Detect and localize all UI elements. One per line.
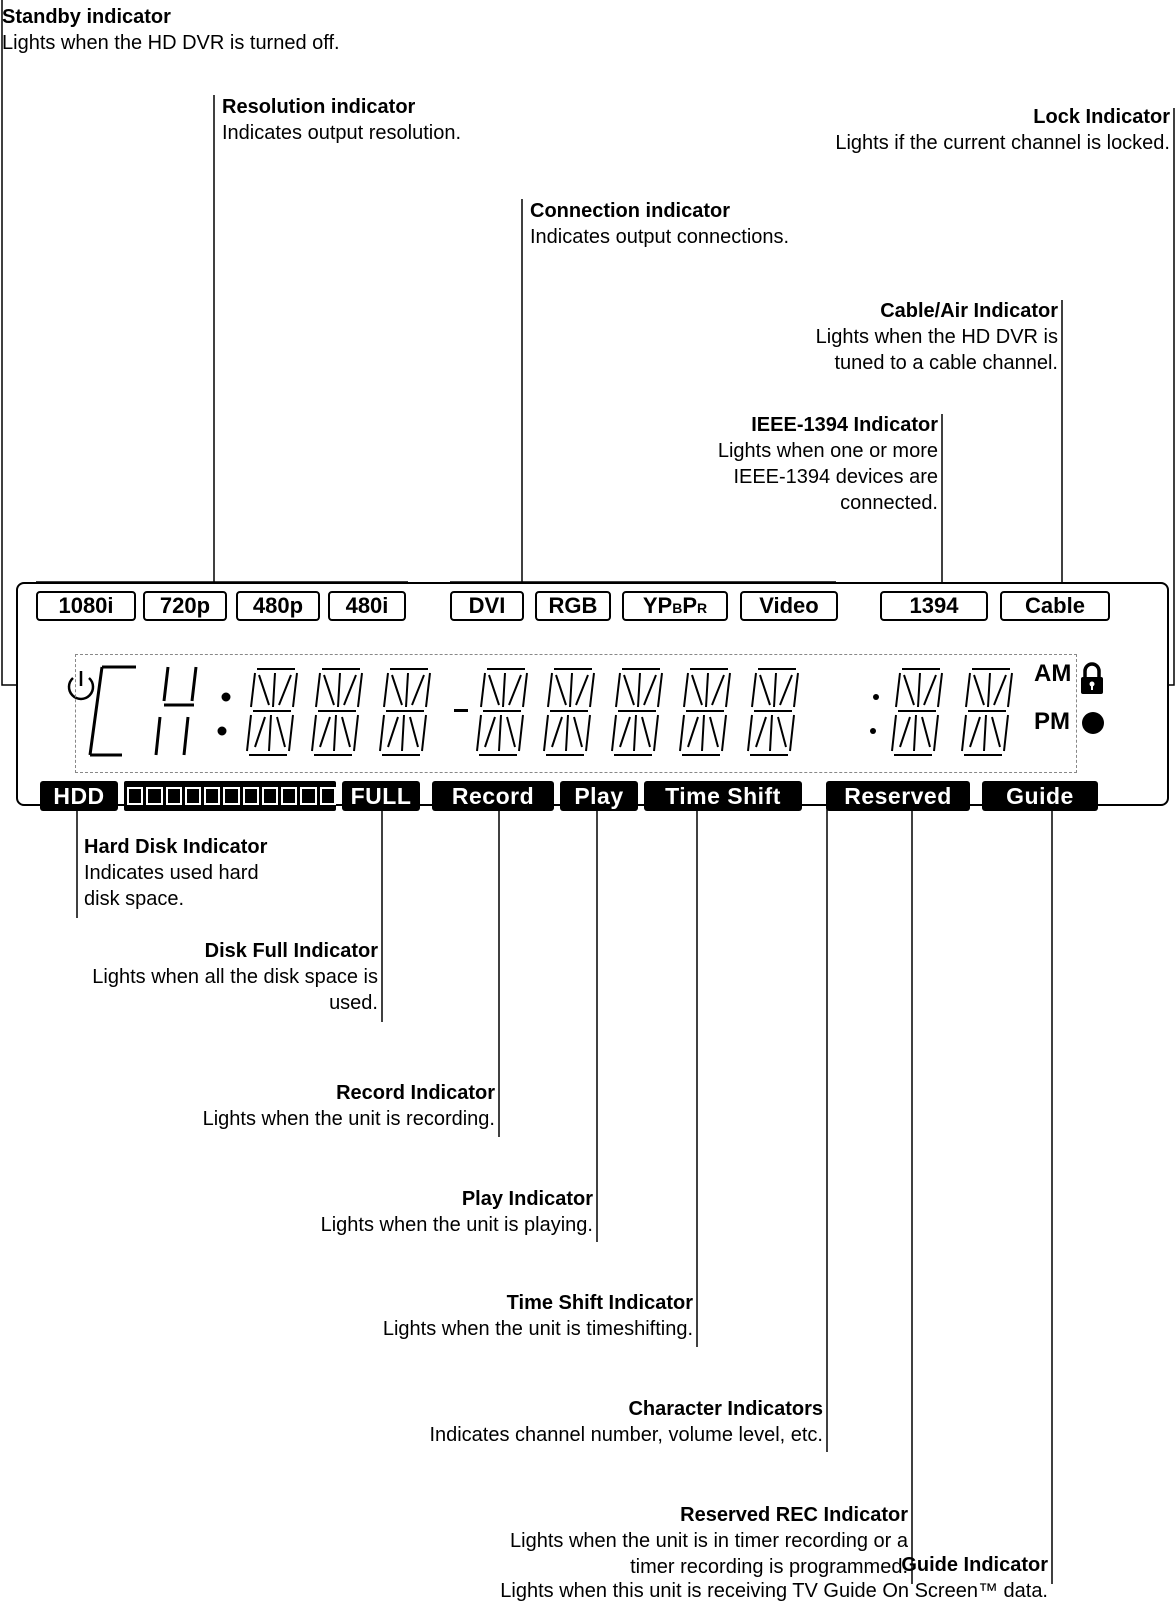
hdd-segment xyxy=(204,787,220,805)
full-indicator: FULL xyxy=(342,781,420,811)
res-480p-label: 480p xyxy=(236,591,320,621)
segment-digit xyxy=(612,669,662,755)
conn-ypbpr-label: YPBPR xyxy=(622,591,728,621)
segment-digits xyxy=(76,655,1076,772)
hdd-segment xyxy=(243,787,259,805)
ieee-callout xyxy=(718,412,938,516)
segment-digit xyxy=(680,669,730,755)
segment-digit xyxy=(892,669,942,755)
hdd-segment xyxy=(262,787,278,805)
hdd-segment xyxy=(320,787,336,805)
resolution-title: Resolution indicator xyxy=(222,96,416,118)
hdd-segment xyxy=(166,787,182,805)
hdd-desc-2: disk space. xyxy=(84,888,185,910)
hdd-usage-bar xyxy=(124,781,336,811)
reserved-title: Reserved REC Indicator xyxy=(680,1504,908,1526)
play-indicator: Play xyxy=(560,781,638,811)
connection-title: Connection indicator xyxy=(530,200,730,222)
guide-callout xyxy=(500,1552,1048,1604)
hdd-segment xyxy=(300,787,316,805)
timeshift-callout xyxy=(383,1290,693,1342)
guide-title: Guide Indicator xyxy=(901,1554,1048,1576)
lock-callout xyxy=(835,104,1170,156)
ieee-desc-2: IEEE-1394 devices are xyxy=(733,466,938,488)
character-title: Character Indicators xyxy=(628,1398,823,1420)
reserved-desc-2: timer recording is programmed. xyxy=(630,1556,908,1578)
resolution-desc: Indicates output resolution. xyxy=(222,122,462,144)
cable-label: Cable xyxy=(1000,591,1110,621)
hdd-segment xyxy=(146,787,162,805)
ieee-desc-1: Lights when one or more xyxy=(717,440,938,462)
conn-video-label: Video xyxy=(740,591,838,621)
segment-digit xyxy=(544,669,594,755)
hdd-segment xyxy=(185,787,201,805)
character-desc: Indicates channel number, volume level, etc. xyxy=(429,1424,823,1446)
cable-desc-1: Lights when the HD DVR is xyxy=(815,326,1058,348)
hdd-segment xyxy=(127,787,143,805)
play-callout xyxy=(321,1186,593,1238)
ieee-desc-3: connected. xyxy=(840,492,938,514)
connection-desc: Indicates output connections. xyxy=(530,226,790,248)
res-1080i-label: 1080i xyxy=(36,591,136,621)
record-indicator: Record xyxy=(432,781,554,811)
play-desc: Lights when the unit is playing. xyxy=(320,1214,593,1236)
cable-title: Cable/Air Indicator xyxy=(880,300,1058,322)
lock-title: Lock Indicator xyxy=(1033,106,1170,128)
guide-desc: Lights when this unit is receiving TV Guide On Screen™ data. xyxy=(500,1580,1048,1602)
lock-icon xyxy=(1078,662,1106,696)
ieee-1394-label: 1394 xyxy=(880,591,988,621)
segment-digit xyxy=(748,669,798,755)
full-desc-1: Lights when all the disk space is xyxy=(92,966,378,988)
cable-dot-icon xyxy=(1080,710,1106,736)
record-desc: Lights when the unit is recording. xyxy=(202,1108,495,1130)
timeshift-title: Time Shift Indicator xyxy=(506,1292,693,1314)
character-display xyxy=(75,654,1077,773)
hdd-callout xyxy=(84,834,267,912)
segment-digit xyxy=(380,669,430,755)
standby-callout xyxy=(2,4,340,56)
full-title: Disk Full Indicator xyxy=(204,940,378,962)
segment-digit xyxy=(247,669,297,755)
segment-digit xyxy=(312,669,362,755)
pm-indicator: PM xyxy=(1034,708,1070,735)
res-720p-label: 720p xyxy=(143,591,227,621)
standby-title: Standby indicator xyxy=(2,6,171,28)
conn-dvi-label: DVI xyxy=(450,591,524,621)
cable-desc-2: tuned to a cable channel. xyxy=(834,352,1058,374)
segment-digit xyxy=(477,669,527,755)
conn-rgb-label: RGB xyxy=(535,591,611,621)
ieee-title: IEEE-1394 Indicator xyxy=(751,414,938,436)
record-title: Record Indicator xyxy=(336,1082,495,1104)
play-title: Play Indicator xyxy=(461,1188,593,1210)
record-callout xyxy=(203,1080,495,1132)
segment-digit xyxy=(962,669,1012,755)
connection-callout xyxy=(530,198,789,250)
full-callout xyxy=(92,938,378,1016)
timeshift-desc: Lights when the unit is timeshifting. xyxy=(382,1318,693,1340)
am-indicator: AM xyxy=(1034,660,1072,687)
res-480i-label: 480i xyxy=(328,591,406,621)
hdd-desc-1: Indicates used hard xyxy=(84,862,259,884)
guide-indicator: Guide xyxy=(982,781,1098,811)
reserved-desc-1: Lights when the unit is in timer recording or a xyxy=(510,1530,908,1552)
hdd-segment xyxy=(223,787,239,805)
hdd-segment xyxy=(281,787,297,805)
time-shift-indicator: Time Shift xyxy=(644,781,802,811)
reserved-indicator: Reserved xyxy=(826,781,970,811)
hdd-title: Hard Disk Indicator xyxy=(84,836,268,858)
character-callout xyxy=(429,1396,823,1448)
full-desc-2: used. xyxy=(329,992,378,1014)
lock-desc: Lights if the current channel is locked. xyxy=(835,132,1170,154)
hdd-indicator: HDD xyxy=(40,781,118,811)
cable-callout xyxy=(816,298,1058,376)
resolution-callout xyxy=(222,94,461,146)
standby-desc: Lights when the HD DVR is turned off. xyxy=(2,32,340,54)
